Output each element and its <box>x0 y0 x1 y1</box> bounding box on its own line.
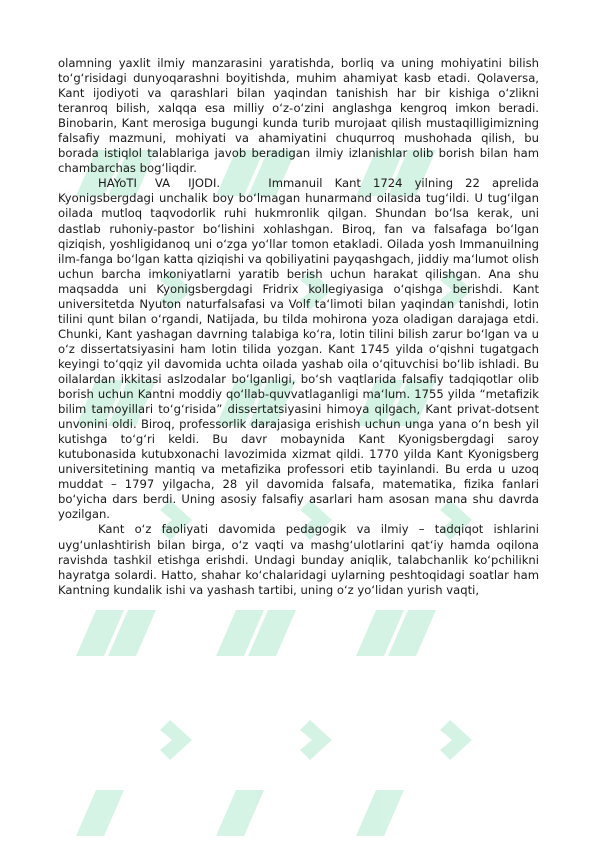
watermark-arrow-29 <box>300 720 332 760</box>
watermark-arrow-30 <box>440 720 472 760</box>
paragraph-intro: olamning yaxlit ilmiy manzarasini yaratishda, borliq va uning mohiyatini bilish to‘g‘risidagi dunyoqarashni boyitishda, muhim ahamiyat kasb etadi. Qolaversa, Kant ijodiyoti va qarashlari bilan yaqindan tanishish har bir kishiga o‘zlikni teranroq bilish, xalqqa esa milliy o‘z-o‘zini anglashga kengroq imkon beradi. Binobarin, Kant merosiga bugungi kunda turib murojaat qilish mustaqilligimizning falsafiy mazmuni, mohiyati va ahamiyatini chuqurroq mushohada qilish, bu borada istiqlol talablariga javob beradigan ilmiy izlanishlar olib borish bilan ham chambarchas bog‘liqdir. <box>58 56 539 176</box>
paragraph-activity: Kant o‘z faoliyati davomida pedagogik va ilmiy – tadqiqot ishlarini uyg‘unlashtirish bilan birga, o‘z vaqti va mashg‘ulotlarini qat‘iy hamda oqilona ravishda tashkil etishga erishdi. Undagi bunday aniqlik, talabchanlik ko‘pchilikni hayratga solardi. Hatto, shahar ko‘chalaridagi uylarning peshtoqidagi soatlar ham Kantning kundalik ishi va yashash tartibi, uning o‘z yo‘lidan yurish vaqti, <box>58 522 539 597</box>
paragraph-biography <box>58 176 539 522</box>
watermark-arrow-19 <box>76 790 124 836</box>
watermark-arrow-20 <box>216 790 264 836</box>
paragraph-biography-text: Immanuil Kant 1724 yilning 22 aprelida Kyonigsbergdagi unchalik boy bo‘lmagan hunarmand oilasida tug‘ildi. U tug‘ilgan oilada mutloq taqvodorlik ruhi hukmronlik qilgan. Shundan bo‘lsa kerak, uni dastlab ruhoniy-pastor bo‘lishini xohlashgan. Biroq, fan va falsafaga bo‘lgan qiziqish, yoshligidanoq uni o‘zga yo‘llar tomon etakladi. Oilada yosh Immanuilning ilm-fanga bo‘lgan katta qiziqishi va qobiliyatini payqashgach, jiddiy ma‘lumot olish uchun barcha imkoniyatlarni yaratib berish uchun harakat qilishgan. Ana shu maqsadda uni Kyonigsbergdagi Fridrix kollegiyasiga o‘qishga berishdi. Kant universitetda Nyuton naturfalsafasi va Volf ta‘limoti bilan yaqindan tanishdi, lotin tilini qunt bilan o‘rgandi, Natijada, bu tilda mohirona yoza oladigan darajaga etdi. Chunki, Kant yashagan davrning talabiga ko‘ra, lotin tilini bilish zarur bo‘lgan va u o‘z dissertatsiyasini ham lotin tilida yozgan. Kant 1745 yilda o‘qishni tugatgach keyingi to‘qqiz yil davomida uchta oilada yashab oila o‘qituvchisi bo‘lib ishladi. Bu oilalardan ikkitasi aslzodalar bo‘lganligi, bo‘sh vaqtlarida falsafiy tadqiqotlar olib borish uchun Kantni moddiy qo‘llab-quvvatlaganligi ma‘lum. 1755 yilda “metafizik bilim tamoyillari to‘g‘risida” dissertatsiyasini himoya qilgach, Kant privat-dotsent unvonini oldi. Biroq, professorlik darajasiga erishish uchun unga yana o‘n besh yil kutishga to‘g‘ri keldi. Bu davr mobaynida Kant Kyonigsbergdagi saroy kutubonasida kutubxonachi lavozimida xizmat qildi. 1770 yilda Kant Kyonigsberg universitetining mantiq va metafizika professori etib tayinlandi. Bu erda u uzoq muddat – 1797 yilgacha, 28 yil davomida falsafa, matematika, fizika fanlari bo‘yicha dars berdi. Uning asosiy falsafiy asarlari ham asosan mana shu davrda yozilgan. <box>58 176 539 522</box>
watermark-arrow-28 <box>160 720 192 760</box>
watermark-arrow-21 <box>356 790 404 836</box>
section-heading: HAYoTI VA IJODI. <box>98 176 221 191</box>
body-text <box>58 56 539 598</box>
